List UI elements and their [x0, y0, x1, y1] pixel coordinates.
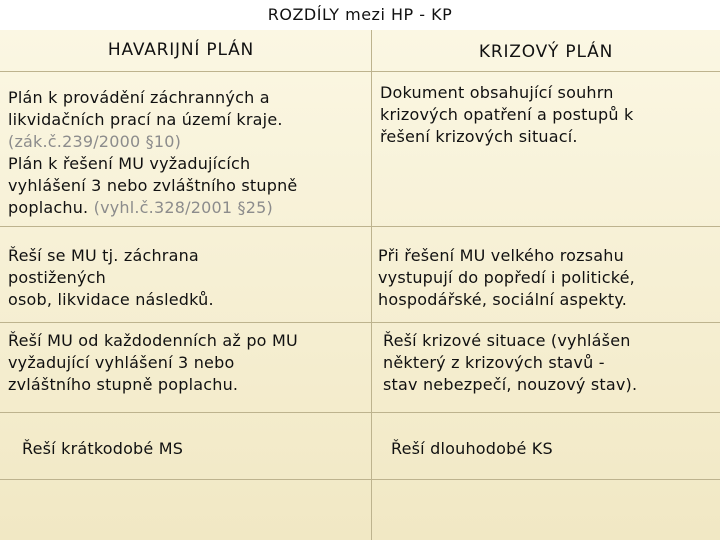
text-line: vyhlášení 3 nebo zvláštního stupně — [8, 176, 298, 195]
text-line: hospodářské, sociální aspekty. — [378, 290, 628, 309]
text-line: krizových opatření a postupů k — [380, 105, 634, 124]
row-divider — [0, 322, 720, 323]
row4-left-cell: Řeší krátkodobé MS — [22, 439, 184, 458]
text-line: Dokument obsahující souhrn — [380, 83, 614, 102]
row2-left-cell — [8, 245, 214, 311]
text-line: řešení krizových situací. — [380, 127, 578, 146]
text-line: Plán k provádění záchranných a — [8, 88, 270, 107]
row3-left-cell — [8, 330, 298, 396]
text-line: vystupují do popředí i politické, — [378, 268, 635, 287]
row2-right-cell — [378, 245, 635, 311]
comparison-table — [0, 30, 720, 540]
row1-left-cell — [8, 87, 297, 219]
row-divider — [0, 412, 720, 413]
row3-right-cell — [383, 330, 637, 396]
text-line: vyžadující vyhlášení 3 nebo — [8, 353, 235, 372]
text-line: Řeší se MU tj. záchrana — [8, 246, 199, 265]
header-krizovy-plan: KRIZOVÝ PLÁN — [478, 42, 614, 62]
header-havarijni-plan: HAVARIJNÍ PLÁN — [107, 40, 255, 60]
column-divider — [371, 30, 372, 540]
law-reference: (zák.č.239/2000 §10) — [8, 132, 182, 151]
row1-right-cell — [380, 82, 633, 148]
text-line — [8, 197, 297, 219]
text-line: osob, likvidace následků. — [8, 290, 214, 309]
slide-title: ROZDÍLY mezi HP - KP — [267, 5, 453, 24]
text-line: Řeší MU od každodenních až po MU — [8, 331, 298, 350]
text-line: některý z krizových stavů - — [383, 353, 605, 372]
text-fragment: poplachu. — [8, 198, 89, 217]
law-reference: (vyhl.č.328/2001 §25) — [93, 198, 273, 217]
row-divider — [0, 479, 720, 480]
row-divider — [0, 226, 720, 227]
text-line: likvidačních prací na území kraje. — [8, 110, 283, 129]
text-line: Při řešení MU velkého rozsahu — [378, 246, 624, 265]
row4-right-cell: Řeší dlouhodobé KS — [391, 439, 553, 458]
text-line: stav nebezpečí, nouzový stav). — [383, 375, 638, 394]
text-line: zvláštního stupně poplachu. — [8, 375, 239, 394]
text-line: Řeší krizové situace (vyhlášen — [383, 331, 631, 350]
text-line: postižených — [8, 268, 106, 287]
row-divider — [0, 71, 720, 72]
text-line: Plán k řešení MU vyžadujících — [8, 154, 251, 173]
